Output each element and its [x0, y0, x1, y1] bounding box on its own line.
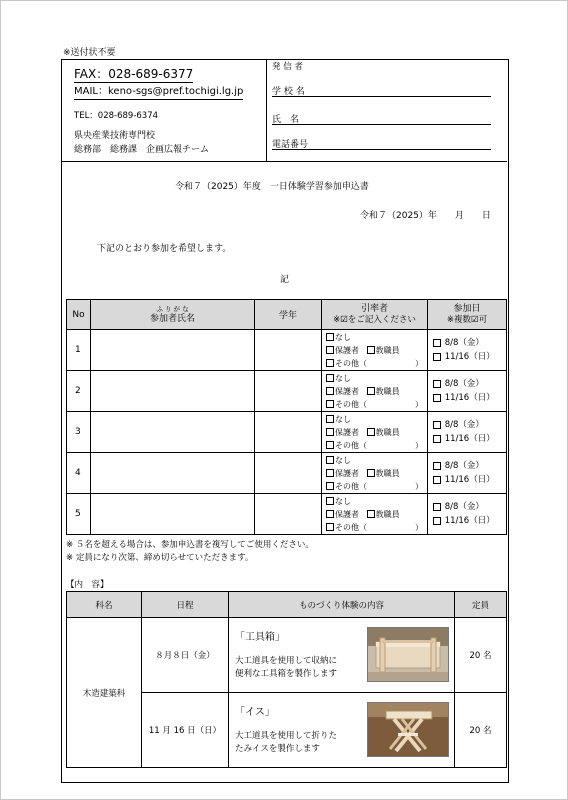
date-options — [428, 412, 507, 453]
checkbox-other[interactable] — [326, 441, 334, 449]
option-none-label: なし — [335, 332, 351, 342]
schedule-cell-1: ８月８日（金） — [142, 618, 229, 693]
participant-name-cell[interactable] — [91, 453, 255, 494]
date-1-label: 8/8（金） — [444, 338, 484, 348]
phone-field[interactable] — [272, 149, 491, 150]
col-date — [428, 300, 507, 330]
furigana-label: ふ り が な — [156, 304, 189, 313]
checkbox-none[interactable] — [326, 456, 334, 464]
date-2-label: 11/16（日） — [444, 434, 495, 444]
ki-marker: 記 — [280, 275, 290, 285]
note-1: ※ ５名を超える場合は、参加申込書を複写してご使用ください。 — [66, 540, 314, 550]
option-teacher-label: 教職員 — [375, 509, 400, 519]
participant-table — [66, 299, 507, 535]
participant-row — [67, 330, 507, 371]
leader-options — [322, 371, 428, 412]
checkbox-none[interactable] — [326, 333, 334, 341]
org-name: 県央産業技術専門校 — [74, 131, 156, 141]
date-options — [428, 453, 507, 494]
checkbox-other[interactable] — [326, 523, 334, 531]
date-2-label: 11/16（日） — [444, 475, 495, 485]
option-other-label: その他（ ） — [335, 399, 423, 409]
row-number: 3 — [67, 412, 91, 453]
date-options — [428, 330, 507, 371]
checkbox-none[interactable] — [326, 374, 334, 382]
grade-cell[interactable] — [255, 330, 322, 371]
option-teacher-label: 教職員 — [375, 427, 400, 437]
option-teacher-label: 教職員 — [375, 386, 400, 396]
checkbox-none[interactable] — [326, 415, 334, 423]
participant-name-cell[interactable] — [91, 412, 255, 453]
grade-cell[interactable] — [255, 453, 322, 494]
date-note: ※複数☑可 — [446, 315, 488, 325]
participant-row — [67, 453, 507, 494]
date-1-label: 8/8（金） — [444, 420, 484, 430]
leader-header: 引率者 — [360, 304, 388, 314]
checkbox-date-2[interactable] — [433, 476, 441, 484]
row-number: 4 — [67, 453, 91, 494]
subject-cell: 木造建築科 — [67, 618, 142, 768]
item-desc-2a: 大工道具を使用して折りた — [235, 731, 338, 741]
date-2-label: 11/16（日） — [444, 516, 495, 526]
option-teacher-label: 教職員 — [375, 468, 400, 478]
form-title: 令和７（2025）年度 一日体験学習参加申込書 — [175, 182, 369, 192]
grade-cell[interactable] — [255, 412, 322, 453]
h-subject: 科名 — [67, 592, 142, 618]
toolbox-photo — [367, 627, 449, 682]
option-other-label: その他（ ） — [335, 358, 423, 368]
capacity-cell-1: 20 名 — [455, 618, 507, 693]
checkbox-date-1[interactable] — [433, 339, 441, 347]
name-label: 氏 名 — [272, 115, 300, 125]
checkbox-guardian[interactable] — [326, 510, 334, 518]
option-other-label: その他（ ） — [335, 481, 423, 491]
toolbox-image — [368, 628, 448, 681]
leader-note: ※☑をご記入ください — [333, 315, 416, 325]
mail-line: MAIL：keno-sgs@pref.tochigi.lg.jp — [74, 85, 243, 100]
school-field[interactable] — [272, 96, 491, 97]
checkbox-teacher[interactable] — [367, 346, 375, 354]
content-cell-1 — [229, 618, 455, 693]
checkbox-guardian[interactable] — [326, 387, 334, 395]
h-capacity: 定員 — [455, 592, 507, 618]
participant-row — [67, 412, 507, 453]
org-department: 総務部 総務課 企画広報チーム — [74, 145, 210, 155]
checkbox-teacher[interactable] — [367, 387, 375, 395]
checkbox-date-1[interactable] — [433, 503, 441, 511]
option-guardian-label: 保護者 — [335, 509, 359, 519]
leader-options — [322, 494, 428, 535]
checkbox-teacher[interactable] — [367, 510, 375, 518]
row-number: 5 — [67, 494, 91, 535]
option-guardian-label: 保護者 — [335, 468, 359, 478]
checkbox-guardian[interactable] — [326, 346, 334, 354]
option-other-label: その他（ ） — [335, 522, 423, 532]
checkbox-date-2[interactable] — [433, 435, 441, 443]
checkbox-date-2[interactable] — [433, 394, 441, 402]
col-grade: 学年 — [255, 300, 322, 330]
checkbox-other[interactable] — [326, 359, 334, 367]
date-1-label: 8/8（金） — [444, 461, 484, 471]
contents-title: 【内 容】 — [66, 580, 109, 590]
item-title-1: 「工具箱」 — [235, 632, 285, 643]
option-guardian-label: 保護者 — [335, 345, 359, 355]
item-title-2: 「イス」 — [235, 707, 275, 718]
leader-options — [322, 453, 428, 494]
top-note: ※送付状不要 — [63, 48, 116, 58]
checkbox-date-1[interactable] — [433, 421, 441, 429]
header-bottom-line — [61, 161, 507, 162]
option-none-label: なし — [335, 373, 351, 383]
checkbox-date-1[interactable] — [433, 462, 441, 470]
option-none-label: なし — [335, 414, 351, 424]
capacity-cell-2: 20 名 — [455, 693, 507, 768]
h-content: ものづくり体験の内容 — [229, 592, 455, 618]
option-none-label: なし — [335, 455, 351, 465]
checkbox-teacher[interactable] — [367, 428, 375, 436]
checkbox-date-1[interactable] — [433, 380, 441, 388]
item-desc-2b: たみイスを製作します — [235, 744, 320, 754]
option-teacher-label: 教職員 — [375, 345, 400, 355]
date-1-label: 8/8（金） — [444, 502, 484, 512]
checkbox-guardian[interactable] — [326, 428, 334, 436]
content-cell-2 — [229, 693, 455, 768]
participant-name-cell[interactable] — [91, 494, 255, 535]
stool-image — [368, 703, 448, 756]
row-number: 2 — [67, 371, 91, 412]
checkbox-none[interactable] — [326, 497, 334, 505]
date-line: 令和７（2025）年 月 日 — [360, 211, 491, 221]
contents-table — [66, 591, 507, 768]
participant-name-cell[interactable] — [91, 371, 255, 412]
checkbox-teacher[interactable] — [367, 469, 375, 477]
checkbox-other[interactable] — [326, 482, 334, 490]
school-label: 学 校 名 — [272, 87, 305, 97]
participant-row — [67, 371, 507, 412]
date-header: 参加日 — [453, 304, 481, 314]
date-2-label: 11/16（日） — [444, 352, 495, 362]
phone-label: 電話番号 — [272, 140, 309, 150]
header-divider — [266, 59, 267, 161]
fax-line: FAX：028-689-6377 — [74, 67, 194, 81]
col-no: No — [67, 300, 91, 330]
participant-row — [67, 494, 507, 535]
sender-title: 発 信 者 — [272, 62, 303, 72]
option-guardian-label: 保護者 — [335, 427, 359, 437]
tel-line: TEL：028-689-6374 — [74, 111, 159, 121]
date-options — [428, 371, 507, 412]
date-1-label: 8/8（金） — [444, 379, 484, 389]
checkbox-other[interactable] — [326, 400, 334, 408]
date-2-label: 11/16（日） — [444, 393, 495, 403]
row-number: 1 — [67, 330, 91, 371]
leader-options — [322, 412, 428, 453]
checkbox-date-2[interactable] — [433, 517, 441, 525]
checkbox-guardian[interactable] — [326, 469, 334, 477]
participant-name-cell[interactable] — [91, 330, 255, 371]
h-schedule: 日程 — [142, 592, 229, 618]
grade-cell[interactable] — [255, 494, 322, 535]
col-participant-name — [91, 300, 255, 330]
note-2: ※ 定員になり次第、締め切らせていただきます。 — [66, 553, 254, 563]
item-desc-1b: 便利な工具箱を製作します — [235, 669, 338, 679]
name-header: 参加者氏名 — [149, 313, 195, 324]
col-leader — [322, 300, 428, 330]
schedule-cell-2: 11 月 16 日（日） — [142, 693, 229, 768]
date-options — [428, 494, 507, 535]
intro-text: 下記のとおり参加を希望します。 — [97, 244, 232, 254]
stool-photo — [367, 702, 449, 757]
leader-options — [322, 330, 428, 371]
checkbox-date-2[interactable] — [433, 353, 441, 361]
grade-cell[interactable] — [255, 371, 322, 412]
name-field[interactable] — [272, 124, 491, 125]
item-desc-1a: 大工道具を使用して収納に — [235, 656, 338, 666]
option-other-label: その他（ ） — [335, 440, 423, 450]
option-guardian-label: 保護者 — [335, 386, 359, 396]
option-none-label: なし — [335, 496, 351, 506]
